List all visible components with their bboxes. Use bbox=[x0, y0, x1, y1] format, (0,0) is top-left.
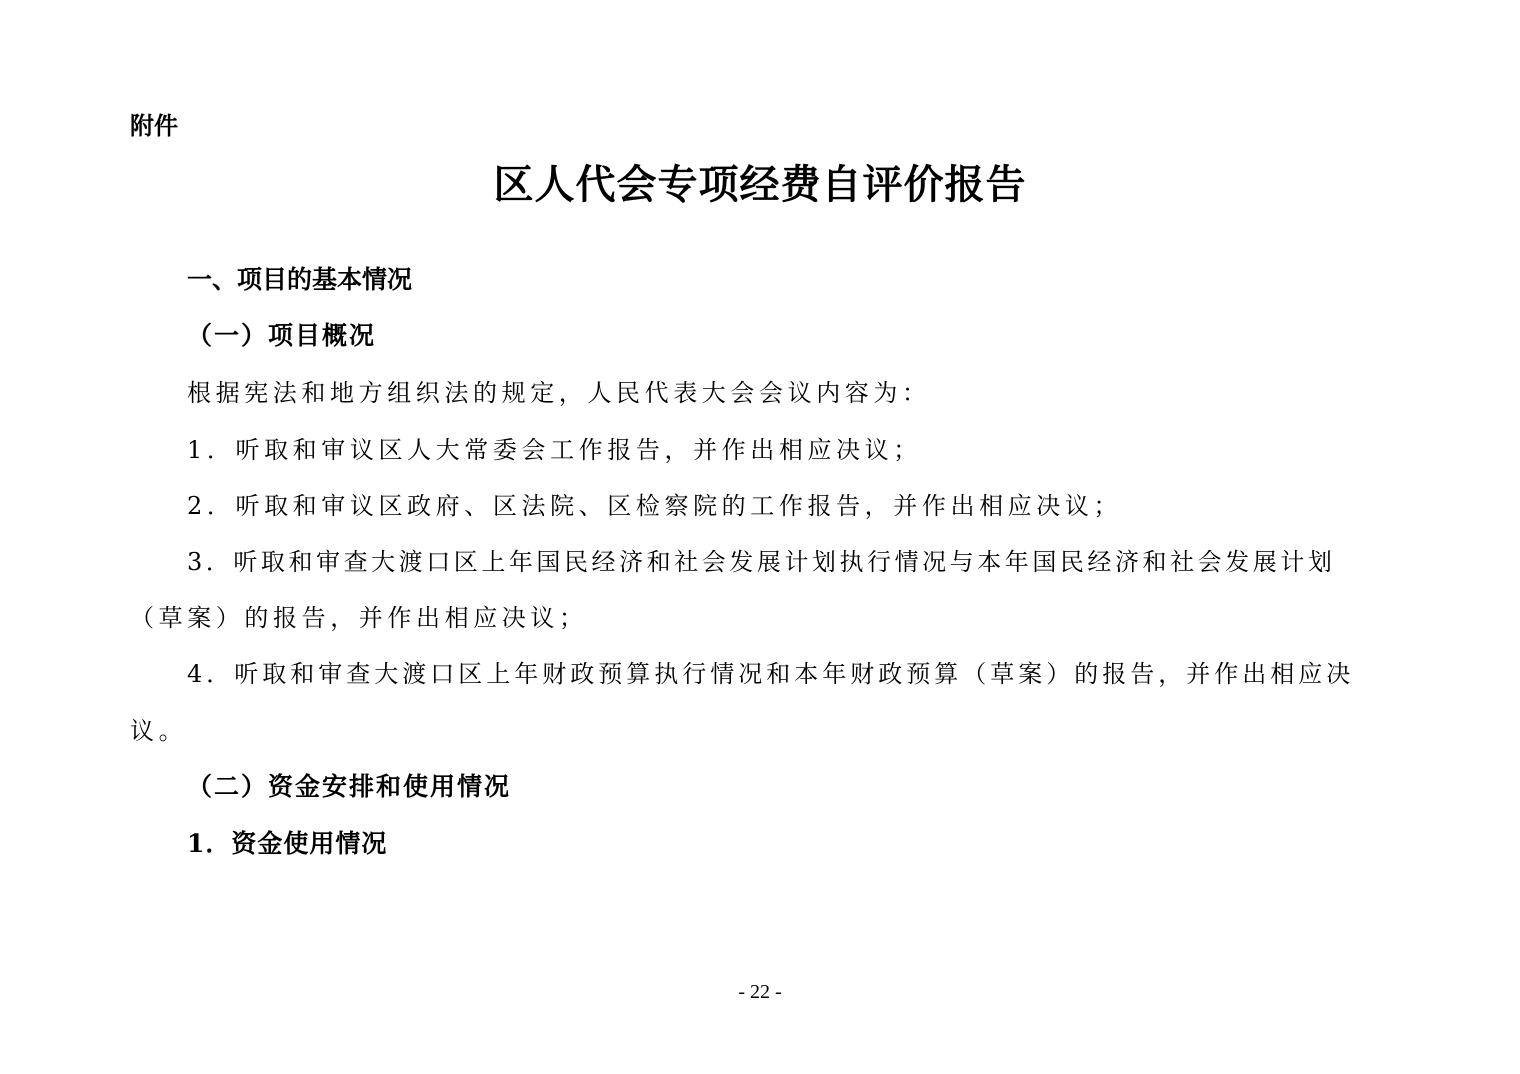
paragraph-intro: 根据宪法和地方组织法的规定，人民代表大会会议内容为： bbox=[187, 379, 931, 407]
list-item-3-continuation: （草案）的报告，并作出相应决议； bbox=[130, 604, 588, 632]
section-heading-basic-info: 一、项目的基本情况 bbox=[187, 265, 413, 294]
list-item-3: 3．听取和审查大渡口区上年国民经济和社会发展计划执行情况与本年国民经济和社会发展计划 bbox=[187, 548, 1336, 576]
list-item-4: 4．听取和审查大渡口区上年财政预算执行情况和本年财政预算（草案）的报告，并作出相应决 bbox=[187, 660, 1355, 688]
subsection-heading-funding: （二）资金安排和使用情况 bbox=[187, 772, 512, 801]
list-item-4-continuation: 议。 bbox=[130, 717, 188, 745]
list-item-2: 2．听取和审议区政府、区法院、区检察院的工作报告，并作出相应决议； bbox=[187, 492, 1123, 520]
page-number: - 22 - bbox=[738, 981, 782, 1003]
attachment-label: 附件 bbox=[130, 112, 178, 140]
document-title: 区人代会专项经费自评价报告 bbox=[493, 161, 1027, 208]
subsection-item-funding-usage: 1．资金使用情况 bbox=[187, 829, 388, 858]
list-item-1: 1．听取和审议区人大常委会工作报告，并作出相应决议； bbox=[187, 436, 922, 464]
subsection-heading-overview: （一）项目概况 bbox=[187, 321, 377, 350]
